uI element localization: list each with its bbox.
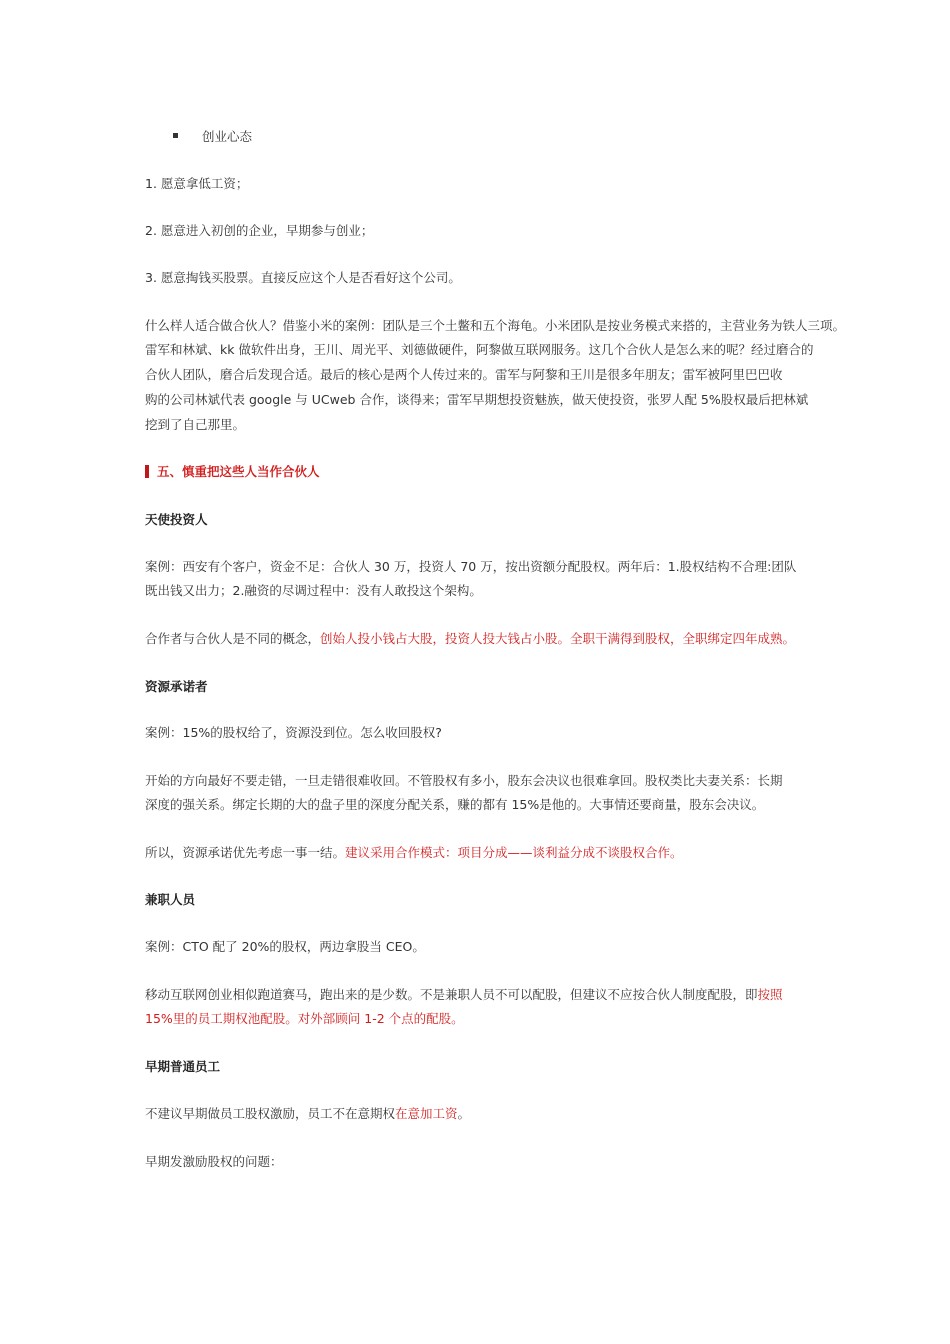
so-highlight: 建议采用合作模式：项目分成——谈利益分成不谈股权合作。: [345, 845, 683, 860]
parttime-paragraph-line: [145, 983, 810, 1008]
xiaomi-paragraph-line: 什么样人适合做合伙人？借鉴小米的案例：团队是三个土鳖和五个海龟。小米团队是按业务模式来搭的，主营业务为铁人三项。: [145, 318, 846, 333]
xiaomi-paragraph-line: 雷军和林斌、kk 做软件出身，王川、周光平、刘德做硬件，阿黎做互联网服务。这几个合伙人是怎么来的呢？经过磨合的: [145, 342, 814, 357]
subheading-early: 早期普通员工: [145, 1059, 221, 1074]
early-paragraph: [145, 1102, 810, 1127]
section-title-text: 五、慎重把这些人当作合伙人: [157, 464, 320, 479]
early-suffix: 。: [457, 1106, 471, 1121]
parttime-highlight: 按照: [757, 987, 783, 1002]
subheading-angel: 天使投资人: [145, 512, 208, 527]
subheading-resource: 资源承诺者: [145, 679, 208, 694]
resource-paragraph-line: 开始的方向最好不要走错，一旦走错很难收回。不管股权有多小，股东会决议也很难拿回。股权类比夫妻关系：长期: [145, 773, 783, 788]
angel-case-line: 既出钱又出力；2.融资的尽调过程中：没有人敢投这个架构。: [145, 583, 482, 598]
xiaomi-paragraph-line: 购的公司林斌代表 google 与 UCweb 合作，谈得来；雷军早期想投资魅族，做天使投资，张罗人配 5%股权最后把林斌: [145, 392, 809, 407]
angel-case-line: 案例：西安有个客户，资金不足：合伙人 30 万，投资人 70 万，按出资额分配股权。两年后：1.股权结构不合理:团队: [145, 559, 797, 574]
list-item: 3. 愿意掏钱买股票。直接反应这个人是否看好这个公司。: [145, 270, 461, 285]
resource-so-paragraph: [145, 841, 810, 866]
list-item: 2. 愿意进入初创的企业，早期参与创业；: [145, 223, 374, 238]
concept-prefix: 合作者与合伙人是不同的概念，: [145, 631, 321, 646]
resource-case: 案例：15%的股权给了，资源没到位。怎么收回股权?: [145, 725, 442, 740]
parttime-paragraph-line: 15%里的员工期权池配股。对外部顾问 1-2 个点的配股。: [145, 1011, 464, 1026]
bullet-item: [173, 126, 252, 148]
section-marker-icon: [145, 465, 149, 478]
angel-concept-paragraph: [145, 627, 810, 652]
xiaomi-paragraph-line: 合伙人团队，磨合后发现合适。最后的核心是两个人传过来的。雷军与阿黎和王川是很多年朋友；雷军被阿里巴巴收: [145, 367, 783, 382]
square-bullet-icon: [173, 133, 178, 138]
bullet-label: 创业心态: [202, 129, 253, 144]
parttime-prefix: 移动互联网创业相似跑道赛马，跑出来的是少数。不是兼职人员不可以配股，但建议不应按合伙人制度配股，即: [145, 987, 758, 1002]
early-question: 早期发激励股权的问题：: [145, 1154, 283, 1169]
early-highlight: 在意加工资: [395, 1106, 458, 1121]
parttime-case: 案例：CTO 配了 20%的股权，两边拿股当 CEO。: [145, 939, 425, 954]
section-heading: [145, 462, 320, 482]
resource-paragraph-line: 深度的强关系。绑定长期的大的盘子里的深度分配关系，赚的都有 15%是他的。大事情还要商量，股东会决议。: [145, 797, 765, 812]
list-item: 1. 愿意拿低工资；: [145, 176, 249, 191]
xiaomi-paragraph-line: 挖到了自己那里。: [145, 417, 246, 432]
subheading-parttime: 兼职人员: [145, 892, 196, 907]
early-prefix: 不建议早期做员工股权激励，员工不在意期权: [145, 1106, 396, 1121]
so-prefix: 所以，资源承诺优先考虑一事一结。: [145, 845, 346, 860]
concept-highlight: 创始人投小钱占大股，投资人投大钱占小股。全职干满得到股权，全职绑定四年成熟。: [320, 631, 796, 646]
